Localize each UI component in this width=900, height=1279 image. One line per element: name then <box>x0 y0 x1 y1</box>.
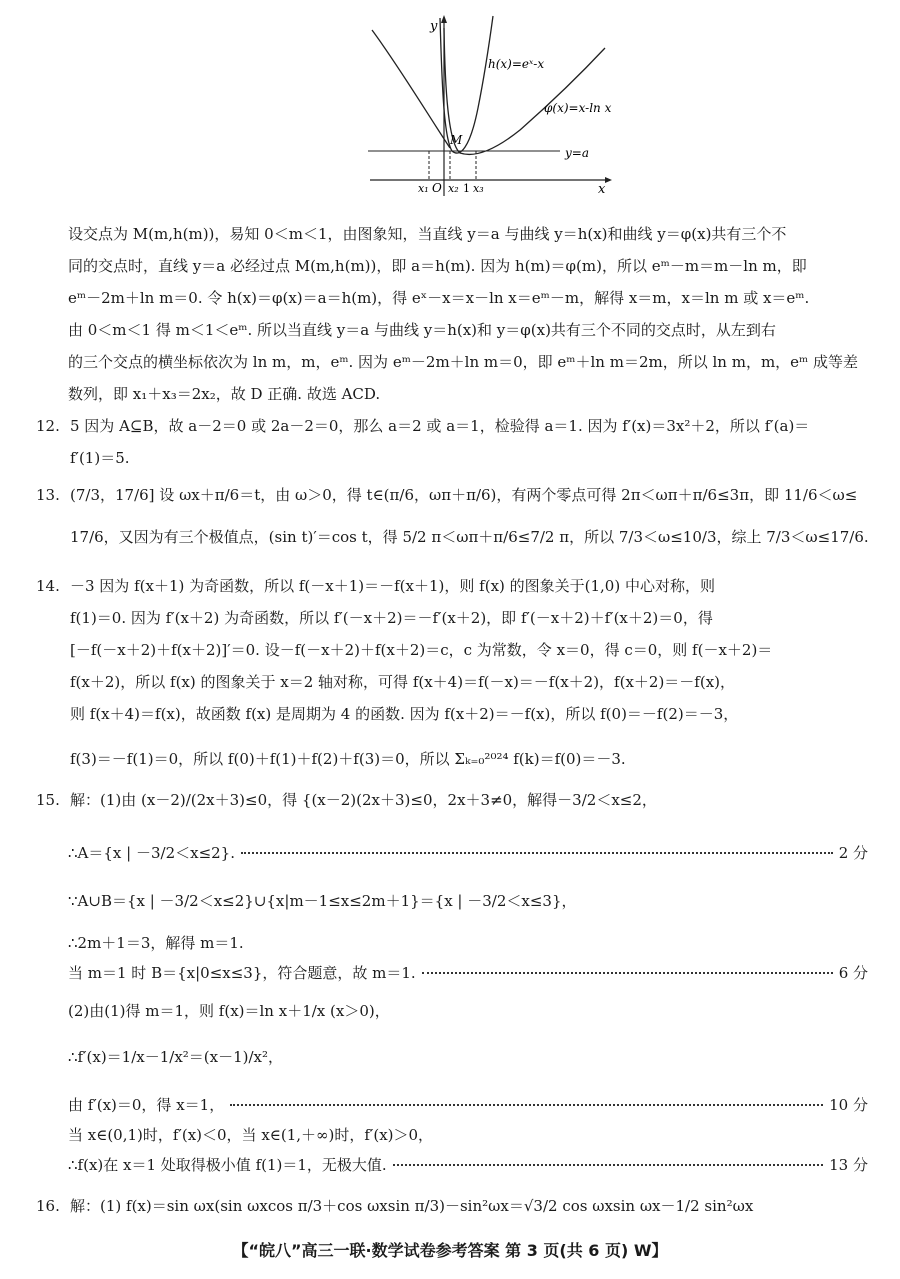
q15-min-line <box>68 1154 868 1175</box>
h-curve-label: h(x)=eˣ-x <box>488 57 545 71</box>
text-line: f(3)＝－f(1)＝0，所以 f(0)＋f(1)＋f(2)＋f(3)＝0，所以 Σₖ₌₀²⁰²⁴ f(k)＝f(0)＝－3. <box>70 750 626 768</box>
y-axis-label: y <box>430 19 438 34</box>
question-number: 14. <box>36 577 60 595</box>
q11-continuation <box>68 218 868 410</box>
text-line: 的三个交点的横坐标依次为 ln m，m，eᵐ. 因为 eᵐ－2m＋ln m＝0，即 eᵐ＋ln m＝2m，所以 ln m，m，eᵐ 成等差 <box>68 353 859 371</box>
text-line: ∴f(x)在 x＝1 处取得极小值 f(1)＝1，无极大值. <box>68 1156 387 1174</box>
question-12 <box>36 410 868 474</box>
question-number: 16. <box>36 1197 60 1215</box>
text-line: 则 f(x＋4)＝f(x)，故函数 f(x) 是周期为 4 的函数. 因为 f(x＋2)＝－f(x)，所以 f(0)＝－f(2)＝－3， <box>70 705 739 723</box>
origin-label: O <box>432 181 442 195</box>
line-ya-label: y=a <box>565 146 589 160</box>
text-line: (2)由(1)得 m＝1，则 f(x)＝ln x＋1/x (x＞0)， <box>68 1002 390 1020</box>
dotted-leader <box>230 1104 823 1106</box>
phi-curve-label: φ(x)=x-ln x <box>544 101 612 115</box>
tick-x2-label: x₂ <box>448 182 459 195</box>
text-line: 解：(1) f(x)＝sin ωx(sin ωxcos π/3＋cos ωxsin π/3)－sin²ωx＝√3/2 cos ωxsin ωx－1/2 sin²ωx <box>70 1197 754 1215</box>
score-label: 10 分 <box>829 1096 868 1114</box>
point-m-label: M <box>450 133 463 147</box>
question-14 <box>36 570 868 788</box>
text-line: ∴2m＋1＝3，解得 m＝1. <box>68 934 244 952</box>
text-line: 解：(1)由 (x－2)/(2x＋3)≤0，得 {(x－2)(2x＋3)≤0，2x＋3≠0，解得－3/2＜x≤2， <box>70 791 657 809</box>
q15-set-b-line <box>68 962 868 983</box>
text-line: 当 x∈(0,1)时，f′(x)＜0，当 x∈(1,＋∞)时，f′(x)＞0， <box>68 1126 434 1144</box>
x-axis-label: x <box>598 182 606 197</box>
dotted-leader <box>422 972 833 974</box>
text-line: 17/6，又因为有三个极值点，(sin t)′＝cos t，得 5/2 π＜ωπ＋π/6≤7/2 π，所以 7/3＜ω≤10/3，综上 7/3＜ω≤17/6. <box>70 528 869 546</box>
text-line: 数列，即 x₁＋x₃＝2x₂，故 D 正确. 故选 ACD. <box>68 385 381 403</box>
text-line: 由 f′(x)＝0，得 x＝1， <box>68 1096 225 1114</box>
question-13 <box>36 474 868 558</box>
question-number: 12. <box>36 417 60 435</box>
tick-one-label: 1 <box>463 182 470 195</box>
text-line: [－f(－x＋2)＋f(x＋2)]′＝0. 设－f(－x＋2)＋f(x＋2)＝c，c 为常数，令 x＝0，得 c＝0，则 f(－x＋2)＝ <box>70 641 773 659</box>
text-line: f(1)＝0. 因为 f′(x＋2) 为奇函数，所以 f′(－x＋2)＝－f′(x＋2)，即 f′(－x＋2)＋f′(x＋2)＝0，得 <box>70 609 713 627</box>
text-line: ∴f′(x)＝1/x－1/x²＝(x－1)/x²， <box>68 1048 284 1066</box>
text-line: f′(1)＝5. <box>70 449 130 467</box>
text-line: ∵A∪B＝{x | －3/2＜x≤2}∪{x|m－1≤x≤2m＋1}＝{x | －3/2＜x≤3}， <box>68 892 577 910</box>
text-line: ∴A＝{x | －3/2＜x≤2}. <box>68 844 235 862</box>
text-line: 由 0＜m＜1 得 m＜1＜eᵐ. 所以当直线 y＝a 与曲线 y＝h(x)和 y＝φ(x)共有三个不同的交点时，从左到右 <box>68 321 776 339</box>
text-line: 同的交点时，直线 y＝a 必经过点 M(m,h(m))，即 a＝h(m). 因为 h(m)＝φ(m)，所以 eᵐ－m＝m－ln m，即 <box>68 257 807 275</box>
q15-zero-line <box>68 1094 868 1115</box>
page-footer: 【“皖八”高三一联·数学试卷参考答案 第 3 页(共 6 页) W】 <box>232 1241 668 1260</box>
question-number: 13. <box>36 486 60 504</box>
text-line: 5 因为 A⊆B，故 a－2＝0 或 2a－2＝0，那么 a＝2 或 a＝1，检验得 a＝1. 因为 f′(x)＝3x²＋2，所以 f′(a)＝ <box>70 417 810 435</box>
question-15 <box>36 782 868 818</box>
text-line: －3 因为 f(x＋1) 为奇函数，所以 f(－x＋1)＝－f(x＋1)，则 f(x) 的图象关于(1,0) 中心对称，则 <box>70 577 715 595</box>
text-line: (7/3，17/6] 设 ωx＋π/6＝t，由 ω＞0，得 t∈(π/6，ωπ＋π/6)，有两个零点可得 2π＜ωπ＋π/6≤3π，即 11/6＜ω≤ <box>70 486 858 504</box>
text-line: 当 m＝1 时 B＝{x|0≤x≤3}，符合题意，故 m＝1. <box>68 964 416 982</box>
score-label: 6 分 <box>838 964 868 982</box>
dotted-leader <box>393 1164 823 1166</box>
tick-x3-label: x₃ <box>473 182 484 195</box>
question-number: 15. <box>36 791 60 809</box>
function-graph-figure <box>360 8 620 198</box>
tick-x1-label: x₁ <box>418 182 429 195</box>
text-line: 设交点为 M(m,h(m))，易知 0＜m＜1，由图象知，当直线 y＝a 与曲线 y＝h(x)和曲线 y＝φ(x)共有三个不 <box>68 225 787 243</box>
dotted-leader <box>241 852 833 854</box>
text-line: f(x＋2)，所以 f(x) 的图象关于 x＝2 轴对称，可得 f(x＋4)＝f(－x)＝－f(x＋2)，f(x＋2)＝－f(x)， <box>70 673 736 691</box>
text-line: eᵐ－2m＋ln m＝0. 令 h(x)＝φ(x)＝a＝h(m)，得 eˣ－x＝x－ln x＝eᵐ－m，解得 x＝m，x＝ln m 或 x＝eᵐ. <box>68 289 810 307</box>
score-label: 13 分 <box>829 1156 868 1174</box>
score-label: 2 分 <box>838 844 868 862</box>
question-16 <box>36 1190 868 1222</box>
q15-set-a-line <box>68 842 868 863</box>
